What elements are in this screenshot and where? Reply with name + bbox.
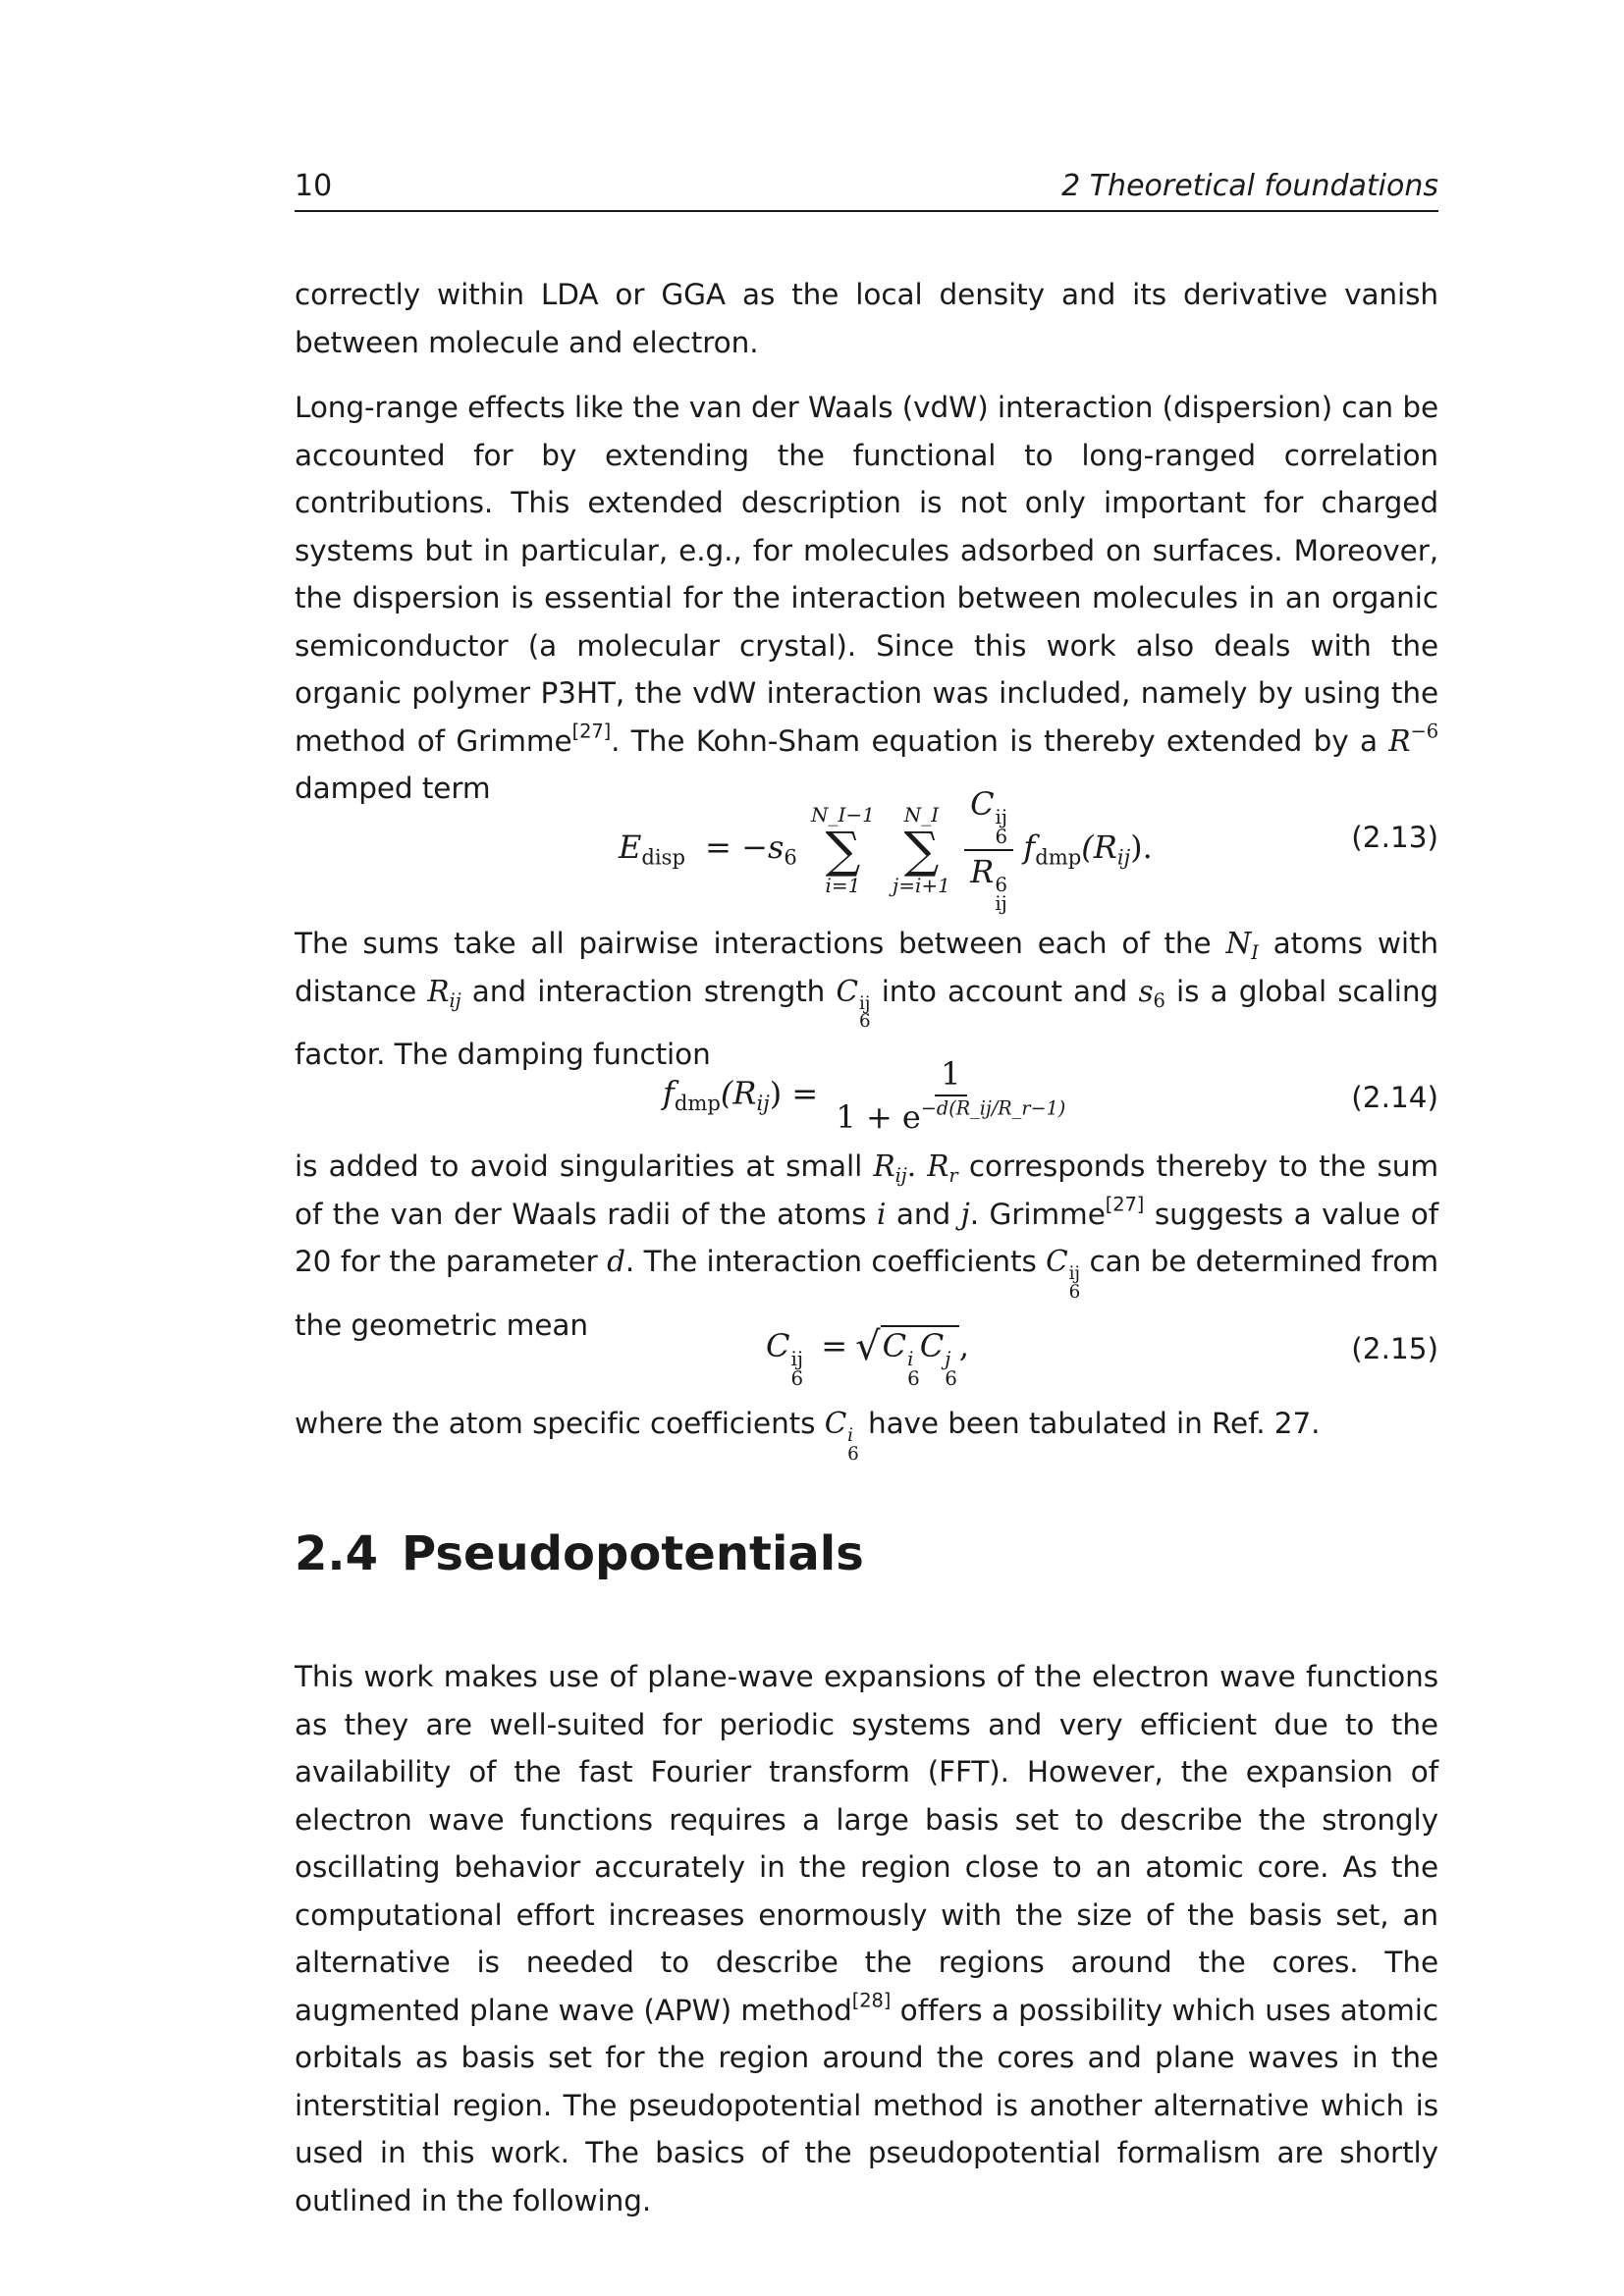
eq213-arg: (R [1081, 828, 1117, 867]
eq214-lhs: f [663, 1074, 675, 1112]
citation-28: [28] [851, 1988, 892, 2011]
section-heading [295, 1526, 864, 1581]
paragraph-4-t3: and [895, 1197, 951, 1231]
page-number: 10 [295, 169, 333, 203]
math-R: R [1388, 723, 1411, 758]
paragraph-5: where the atom specific coefficients C i 6 have been tabulated in Ref. 27. [295, 1407, 1321, 1465]
eq213-coef: = −s [705, 828, 785, 867]
paragraph-4-t1: is added to avoid singularities at small [295, 1149, 863, 1183]
section-number: 2.4 [295, 1526, 379, 1581]
paragraph-3-t4: into account and [881, 974, 1128, 1008]
eq213-sum1-bot: i=1 [825, 873, 861, 897]
eq213-tail: ). [1130, 828, 1153, 867]
eq213-fraction: C ij 6 R 6 ij [964, 785, 1013, 914]
eq214-den-sup: −d(R_ij/R_r−1) [920, 1096, 1066, 1120]
eq213-lhs-sub: disp [641, 844, 685, 870]
paragraph-3-t3: and interaction strength [471, 974, 826, 1008]
equation-number-2-13: (2.13) [1351, 821, 1438, 854]
paragraph-4: is added to avoid singularities at small $R_{ij}$. $R_r$ corresponds thereby to the sum of the van der Waals radii of the atoms i and j. Grimme[27] suggests a value of 20 for the parameter d. The interaction coefficients C ij 6 can be determined from the geometric mean [295, 1149, 1439, 1342]
eq213-func: f [1023, 828, 1036, 867]
equation-2-15: C ij 6 = √C i 6 C j 6 , (2.15) [766, 1324, 1438, 1390]
eq214-den: 1 + e [836, 1098, 921, 1136]
paragraph-1-text: correctly within LDA or GGA as the local density and its derivative vanish between molecule and electron. [295, 278, 1438, 359]
eq214-lhs-arg-sub: ij [756, 1090, 770, 1115]
eq213-sum-j: N_I ∑ j=i+1 [893, 802, 950, 897]
paragraph-4-t7: can be determined from the geometric mean [295, 1245, 1439, 1342]
eq213-sum2-bot: j=i+1 [893, 873, 950, 897]
citation-27: [27] [571, 719, 612, 742]
chapter-title: 2 Theoretical foundations [1061, 169, 1438, 203]
eq213-func-sub: dmp [1035, 844, 1082, 870]
eq213-sum-i: N_I−1 ∑ i=1 [810, 802, 875, 897]
equation-number-2-15: (2.15) [1351, 1332, 1438, 1365]
paragraph-5-t1: where the atom specific coefficients [295, 1407, 816, 1440]
eq214-eq: ) = [769, 1074, 819, 1112]
paragraph-3-t1: The sums take all pairwise interactions between each of the [295, 927, 1212, 960]
paragraph-4-t4: . Grimme [969, 1197, 1106, 1231]
eq214-lhs-arg: (R [720, 1074, 757, 1112]
paragraph-2 [295, 384, 1438, 813]
paragraph-4-t6: . The interaction coefficients [624, 1245, 1037, 1278]
eq213-arg-sub: ij [1116, 844, 1131, 870]
eq213-sum1-top: N_I−1 [810, 802, 875, 827]
eq213-coef-sub: 6 [784, 844, 797, 870]
math-exp: −6 [1410, 719, 1439, 742]
paragraph-5-t2: have been tabulated in Ref. 27. [867, 1407, 1321, 1440]
paragraph-3: The sums take all pairwise interactions between each of the $N_I$ atoms with distance $R_{ij}$ and interaction strength C ij 6 into account and $s_6$ is a global scaling factor. The damping function [295, 927, 1439, 1072]
eq214-fraction [836, 1055, 1065, 1136]
paragraph-3-t5: is a global scaling factor. The damping function [295, 974, 1439, 1072]
paragraph-2-text-a: Long-range effects like the van der Waals (vdW) interaction (dispersion) can be accounted for by extending the functional to long-ranged correlation contributions. This extended description is not only important for charged systems but in particular, e.g., for molecules adsorbed on surfaces. Moreover, the dispersion is essential for the interaction between molecules in an organic semiconductor (a molecular crystal). Since this work also deals with the organic polymer P3HT, the vdW interaction was included, namely by using the method of Grimme [295, 391, 1438, 758]
eq213-frac-num: C [970, 785, 995, 823]
section-title: Pseudopotentials [402, 1526, 864, 1581]
paragraph-4-t5: suggests a value of 20 for the parameter [295, 1197, 1438, 1278]
paragraph-4-t2: corresponds thereby to the sum of the van der Waals radii of the atoms [295, 1149, 1438, 1231]
paragraph-6-text-a: This work makes use of plane-wave expansions of the electron wave functions as they are well-suited for periodic systems and very efficient due to the availability of the fast Fourier transform (FFT). However, the expansion of electron wave functions requires a large basis set to describe the strongly oscillating behavior accurately in the region close to an atomic core. As the computational effort increases enormously with the size of the basis set, an alternative is needed to describe the regions around the cores. The augmented plane wave (APW) method [295, 1660, 1438, 2027]
eq213-sum2-top: N_I [903, 802, 940, 827]
eq214-num: 1 [935, 1055, 966, 1096]
paragraph-6 [295, 1653, 1438, 2224]
paragraph-6-text-b: offers a possibility which uses atomic orbitals as basis set for the region around the cores and plane waves in the interstitial region. The pseudopotential method is another alternative which is used in this work. The basics of the pseudopotential formalism are shortly outlined in the following. [295, 1993, 1438, 2217]
eq213-lhs: E [619, 828, 642, 867]
page [295, 0, 1438, 2296]
paragraph-2-text-b: . The Kohn-Sham equation is thereby extended by a [611, 723, 1378, 758]
equation-number-2-14: (2.14) [1351, 1081, 1438, 1114]
equation-2-13 [295, 785, 1438, 916]
citation-27b: [27] [1105, 1192, 1145, 1215]
paragraph-1 [295, 271, 1438, 366]
paragraph-2-text-c: damped term [295, 772, 491, 805]
running-header [295, 167, 1438, 212]
paragraph-3-t2: atoms with distance [295, 927, 1439, 1008]
eq213-frac-den: R [970, 852, 995, 890]
equation-2-14 [295, 1055, 1438, 1144]
eq214-lhs-sub: dmp [674, 1090, 721, 1115]
